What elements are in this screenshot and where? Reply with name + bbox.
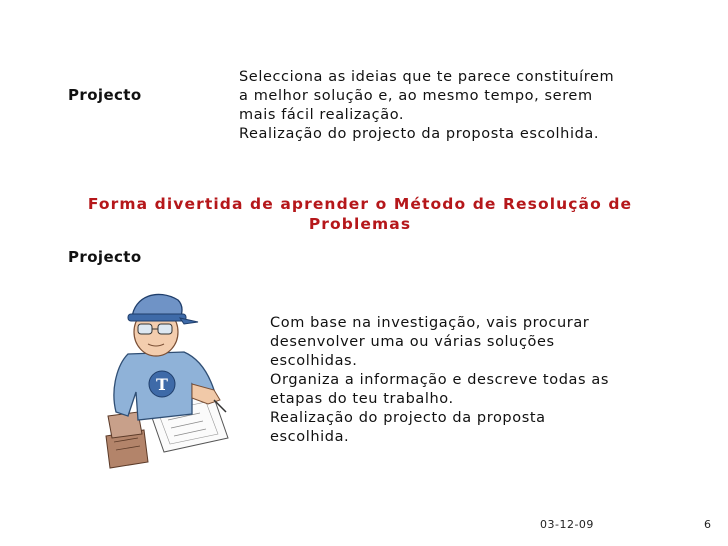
- footer-date: 03-12-09: [540, 518, 594, 531]
- bottom-description-line: Realização do projecto da proposta: [270, 410, 546, 426]
- section-label-top: Projecto: [68, 86, 142, 104]
- top-description: [239, 68, 614, 144]
- bottom-description-line: etapas do teu trabalho.: [270, 391, 454, 407]
- bottom-description-line: escolhida.: [270, 429, 350, 445]
- bottom-description-line: Com base na investigação, vais procurar: [270, 315, 590, 331]
- top-description-line: Realização do projecto da proposta escolhida.: [239, 126, 600, 142]
- slide-title-line: Problemas: [308, 215, 412, 233]
- bottom-description-line: Organiza a informação e descreve todas as: [270, 372, 609, 388]
- top-description-line: mais fácil realização.: [239, 107, 405, 123]
- bottom-description-line: escolhidas.: [270, 353, 358, 369]
- student-illustration: [88, 288, 258, 478]
- top-description-line: Selecciona as ideias que te parece constituírem: [239, 69, 615, 85]
- slide-title-line: Forma divertida de aprender o Método de Resolução de: [87, 195, 633, 213]
- emblem-letter: T: [156, 375, 168, 394]
- top-description-line: a melhor solução e, ao mesmo tempo, serem: [239, 88, 593, 104]
- bottom-description: [270, 314, 609, 447]
- bottom-description-line: desenvolver uma ou várias soluções: [270, 334, 555, 350]
- page-number: 6: [704, 518, 712, 531]
- slide-title: [60, 194, 660, 234]
- section-label-bottom: Projecto: [68, 248, 142, 266]
